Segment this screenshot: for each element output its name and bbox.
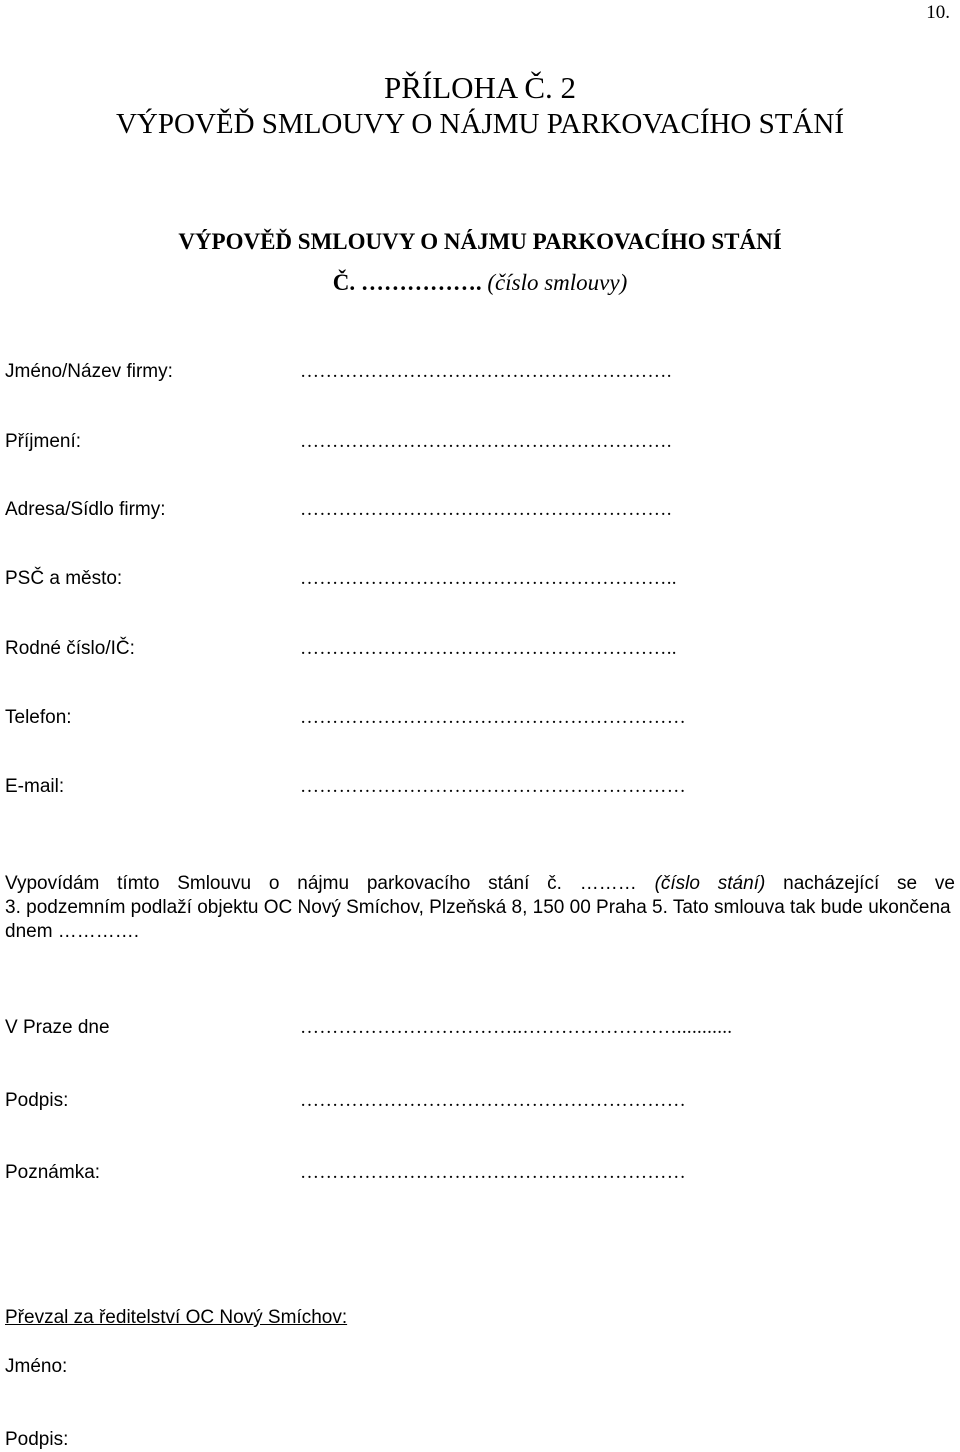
field-label-address: Adresa/Sídlo firmy: [5,499,166,520]
paragraph-line-1-start: Vypovídám tímto Smlouvu o nájmu parkovacího stání č. ……… [5,873,655,894]
field-label-note: Poznámka: [5,1162,101,1183]
contract-number-line [0,268,960,298]
field-label-date-place: V Praze dne [5,1017,110,1038]
field-blank-phone: …………………………………………………… [300,707,686,728]
field-label-name-company: Jméno/Název firmy: [5,361,173,382]
parking-space-hint: (číslo stání) [654,873,766,894]
field-blank-note: …………………………………………………… [300,1162,686,1183]
page-number: 10. [926,2,950,23]
paragraph-line-2: 3. podzemním podlaží objektu OC Nový Smíchov, Plzeňská 8, 150 00 Praha 5. Tato smlouva tak bude ukončena [5,897,951,918]
paragraph-line-1 [5,872,955,896]
field-blank-birth-number-id: ………………………………………………….. [300,638,677,659]
field-label-signature: Podpis: [5,1090,69,1111]
field-label-surname: Příjmení: [5,431,82,452]
field-blank-surname: …………………………………………………. [300,431,672,452]
field-blank-address: …………………………………………………. [300,499,672,520]
paragraph-line-1-end: nacházející se ve [765,873,955,894]
field-blank-date: ……………………………..……………………........... [300,1017,733,1038]
received-name-label: Jméno: [5,1356,68,1377]
received-signature-label: Podpis: [5,1429,69,1450]
appendix-subtitle: VÝPOVĚĎ SMLOUVY O NÁJMU PARKOVACÍHO STÁNÍ [115,108,845,140]
field-label-phone: Telefon: [5,707,72,728]
received-by-title: Převzal za ředitelství OC Nový Smíchov: [5,1307,348,1328]
paragraph-line-3: dnem …………. [5,921,140,942]
field-label-birth-number-id: Rodné číslo/IČ: [5,638,135,659]
contract-number-hint: (číslo smlouvy) [481,270,628,295]
field-blank-name-company: …………………………………………………. [300,361,672,382]
appendix-title: PŘÍLOHA Č. 2 [383,70,577,105]
field-blank-postcode-city: ………………………………………………….. [300,568,677,589]
contract-number-blank: Č. ……………. [332,270,482,295]
termination-paragraph [5,872,955,944]
field-blank-signature: …………………………………………………… [300,1090,686,1111]
field-label-email: E-mail: [5,776,65,797]
form-heading: VÝPOVĚĎ SMLOUVY O NÁJMU PARKOVACÍHO STÁNÍ [178,229,782,254]
field-label-postcode-city: PSČ a město: [5,568,123,589]
field-blank-email: …………………………………………………… [300,776,686,797]
